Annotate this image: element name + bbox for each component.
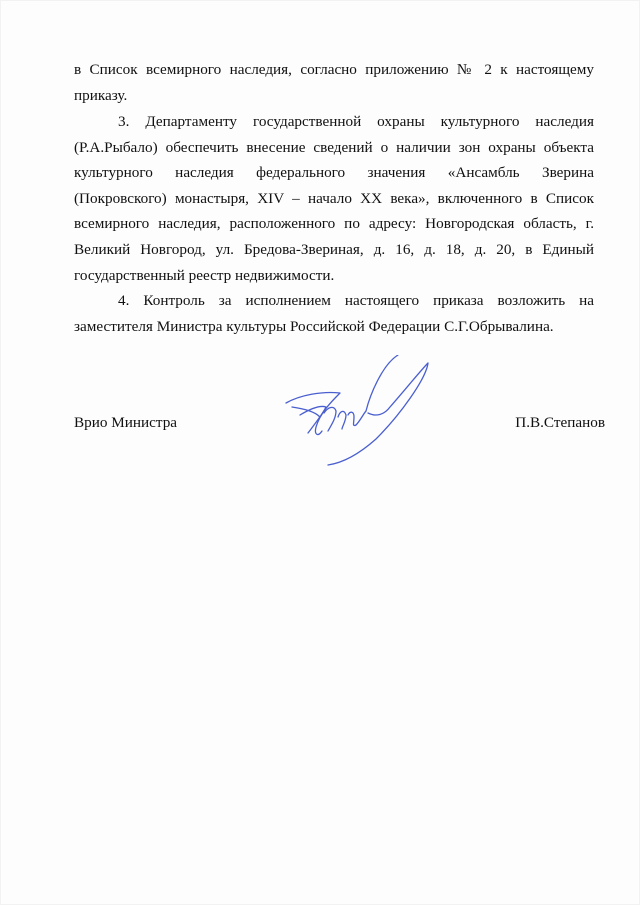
paragraph-continuation: в Список всемирного наследия, согласно приложению № 2 к настоящему приказу. <box>74 61 594 104</box>
paragraph-item-3: 3. Департаменту государственной охраны культурного наследия (Р.А.Рыбало) обеспечить внесение сведений о наличии зон охраны объекта культурного наследия федерального значения «Ансамбль Зверина (Покровского) монастыря, XIV – начало XX века», включенного в Список всемирного наследия, расположенного по адресу: Новгородская область, г. Великий Новгород, ул. Бредова-Звериная, д. 16, д. 18, д. 20, в Единый государственный реестр недвижимости. <box>74 113 594 284</box>
signatory-name: П.В.Степанов <box>515 414 605 431</box>
paragraph-item-4: 4. Контроль за исполнением настоящего приказа возложить на заместителя Министра культуры Российской Федерации С.Г.Обрывалина. <box>74 292 594 335</box>
handwritten-signature <box>280 355 440 467</box>
signatory-position: Врио Министра <box>74 414 178 431</box>
